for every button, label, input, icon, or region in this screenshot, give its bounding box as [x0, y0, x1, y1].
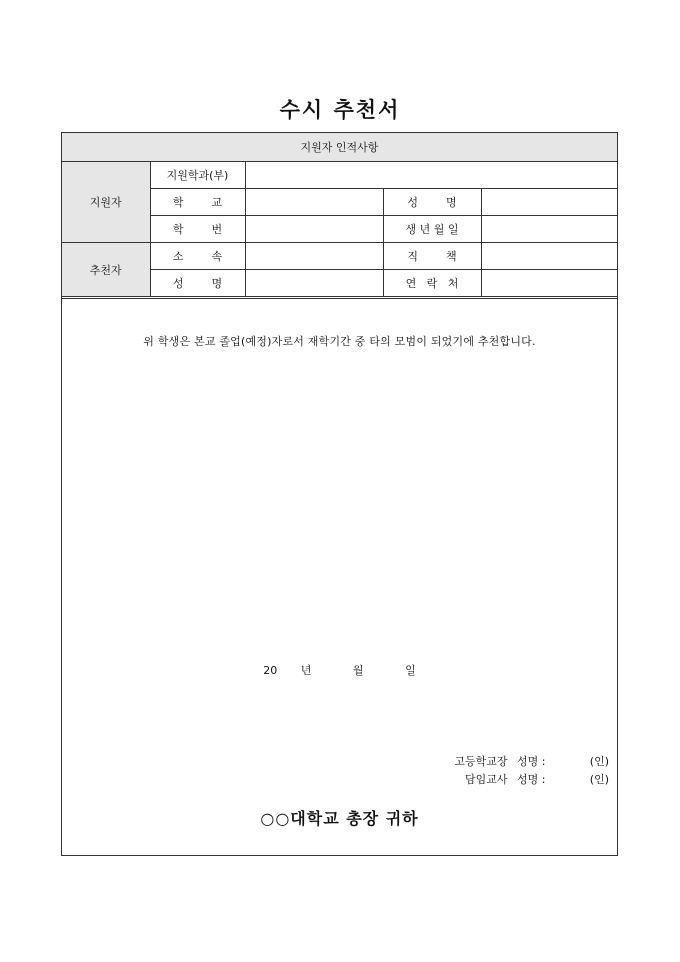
field-position[interactable] — [481, 243, 617, 270]
applicant-info-table — [62, 133, 617, 297]
signature-role: 담임교사 — [465, 773, 508, 786]
date-line — [62, 662, 617, 678]
addressee: ○○대학교 총장 귀하 — [260, 809, 419, 828]
document-title: 수시 추천서 — [279, 98, 401, 122]
field-affiliation[interactable] — [245, 243, 383, 270]
field-department[interactable] — [245, 162, 617, 189]
field-school[interactable] — [245, 189, 383, 216]
label-recommender-name: 성 명 — [150, 270, 245, 297]
applicant-group-label: 지원자 — [62, 162, 150, 243]
field-recommender-name[interactable] — [245, 270, 383, 297]
recommender-group-label: 추천자 — [62, 243, 150, 297]
double-divider — [62, 296, 617, 299]
field-student-id[interactable] — [245, 216, 383, 243]
field-contact[interactable] — [481, 270, 617, 297]
label-affiliation: 소 속 — [150, 243, 245, 270]
label-department: 지원학과(부) — [150, 162, 245, 189]
signature-label: 성명 : — [517, 773, 546, 786]
field-applicant-name[interactable] — [481, 189, 617, 216]
table-header: 지원자 인적사항 — [62, 133, 617, 162]
form-frame — [61, 132, 618, 856]
date-year-unit: 년 — [300, 664, 312, 677]
field-birthdate[interactable] — [481, 216, 617, 243]
label-student-id: 학 번 — [150, 216, 245, 243]
recommendation-statement: 위 학생은 본교 졸업(예정)자로서 재학기간 중 타의 모범이 되었기에 추천합니다. — [143, 335, 536, 348]
signature-label: 성명 : — [517, 755, 546, 768]
signature-role: 고등학교장 — [454, 755, 508, 768]
date-year-prefix: 20 — [263, 664, 278, 677]
signature-teacher — [465, 771, 609, 787]
signature-principal — [454, 753, 609, 769]
seal-mark: (인) — [589, 773, 609, 786]
label-contact: 연 락 처 — [383, 270, 481, 297]
label-school: 학 교 — [150, 189, 245, 216]
date-day-unit: 일 — [405, 664, 416, 677]
label-position: 직 책 — [383, 243, 481, 270]
label-birthdate: 생 년 월 일 — [383, 216, 481, 243]
label-applicant-name: 성 명 — [383, 189, 481, 216]
date-month-unit: 월 — [352, 664, 364, 677]
seal-mark: (인) — [589, 755, 609, 768]
